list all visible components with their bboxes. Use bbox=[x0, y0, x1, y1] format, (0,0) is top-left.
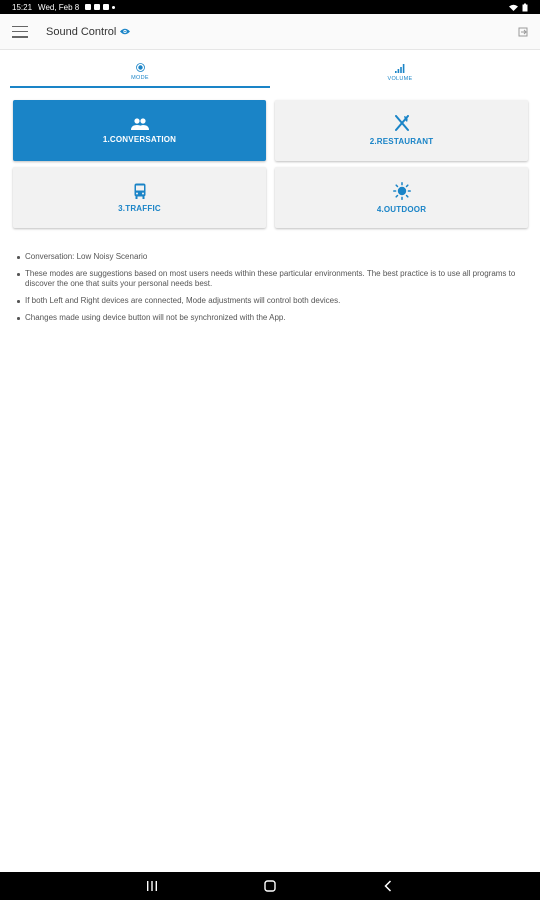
tab-mode-label: MODE bbox=[131, 75, 149, 81]
exit-icon[interactable] bbox=[518, 27, 528, 37]
gallery-notification-icon bbox=[85, 4, 91, 10]
wifi-icon bbox=[509, 4, 518, 11]
system-nav-bar bbox=[0, 872, 540, 900]
status-time: 15:21 bbox=[12, 2, 33, 12]
page-title: Sound Control bbox=[46, 25, 117, 38]
back-icon bbox=[384, 880, 392, 892]
mode-conversation-button[interactable] bbox=[13, 100, 266, 161]
mode-restaurant-label: 2.RESTAURANT bbox=[369, 137, 434, 146]
sun-icon bbox=[393, 182, 411, 200]
home-button[interactable] bbox=[211, 880, 329, 892]
mode-outdoor-button[interactable] bbox=[275, 167, 528, 228]
menu-icon[interactable] bbox=[12, 26, 28, 38]
bus-icon bbox=[134, 183, 146, 199]
fork-knife-icon bbox=[394, 115, 410, 132]
notification-icons bbox=[85, 4, 115, 10]
back-button[interactable] bbox=[329, 880, 447, 892]
signal-bars-icon bbox=[395, 64, 405, 73]
status-bar bbox=[0, 0, 540, 14]
mode-grid bbox=[13, 100, 528, 228]
info-item: These modes are suggestions based on most users needs within these particular environments. The best practice is to use all programs to discover the one that suits your personal needs best. bbox=[16, 269, 524, 289]
people-icon bbox=[131, 118, 149, 130]
mode-traffic-button[interactable] bbox=[13, 167, 266, 228]
app-bar bbox=[0, 14, 540, 50]
info-item: If both Left and Right devices are connected, Mode adjustments will control both devices. bbox=[16, 296, 524, 306]
more-notifications-dot-icon bbox=[112, 6, 115, 9]
info-item: Conversation: Low Noisy Scenario bbox=[16, 252, 524, 262]
mode-outdoor-label: 4.OUTDOOR bbox=[376, 204, 427, 214]
mode-traffic-label: 3.TRAFFIC bbox=[118, 203, 161, 213]
mode-restaurant-button[interactable] bbox=[275, 100, 528, 161]
home-icon bbox=[264, 880, 276, 892]
radio-dot-icon bbox=[136, 63, 145, 72]
bag-notification-icon bbox=[94, 4, 100, 10]
status-date: Wed, Feb 8 bbox=[38, 2, 80, 12]
tab-mode[interactable] bbox=[10, 58, 270, 88]
battery-icon bbox=[522, 3, 528, 12]
info-list bbox=[16, 252, 524, 330]
settings-notification-icon bbox=[103, 4, 109, 10]
tab-bar bbox=[10, 58, 530, 88]
mode-conversation-label: 1.CONVERSATION bbox=[102, 134, 177, 144]
recent-apps-button[interactable] bbox=[93, 881, 211, 891]
info-item: Changes made using device button will not be synchronized with the App. bbox=[16, 313, 524, 323]
tab-volume-label: VOLUME bbox=[387, 76, 413, 82]
recent-apps-icon bbox=[146, 881, 158, 891]
tab-volume[interactable] bbox=[270, 58, 530, 88]
eye-icon[interactable] bbox=[120, 28, 130, 35]
